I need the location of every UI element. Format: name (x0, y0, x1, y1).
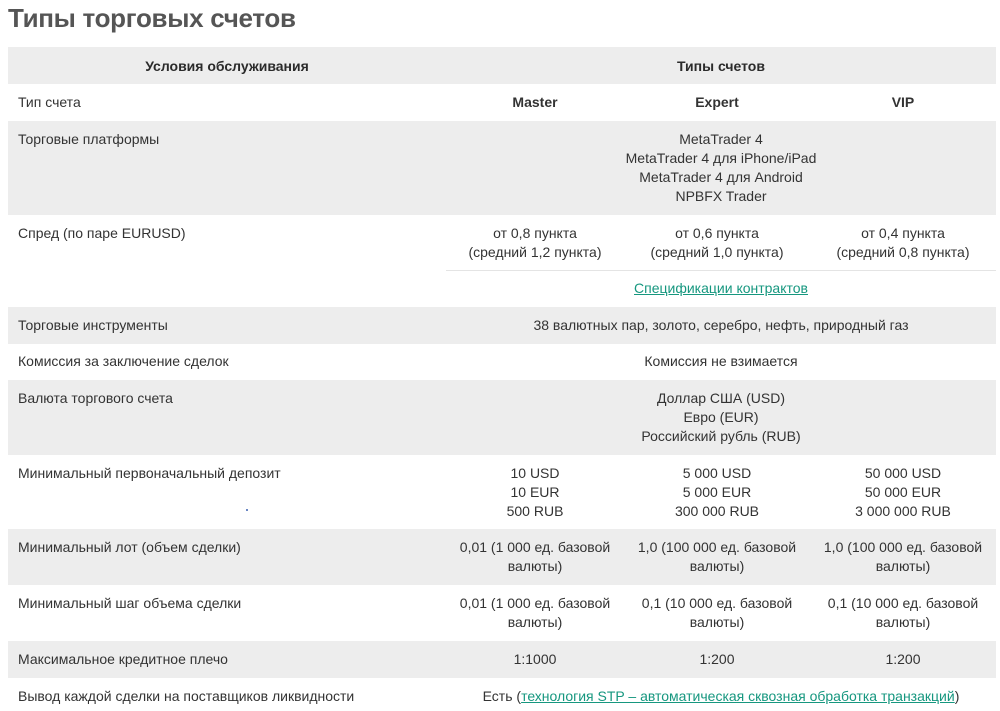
row-label: Торговые платформы (18, 131, 160, 147)
min-lot-expert: 1,0 (100 000 ед. базовой валюты) (637, 539, 797, 574)
table-row-execution (8, 678, 996, 711)
min-step-master: 0,01 (1 000 ед. базовой валюты) (459, 595, 611, 630)
header-service-conditions: Условия обслуживания (145, 58, 309, 74)
currency-item: Российский рубль (RUB) (641, 428, 801, 444)
row-label: Спред (по паре EURUSD) (18, 225, 186, 241)
row-label: Торговые инструменты (18, 317, 168, 333)
platform-item: MetaTrader 4 для Android (639, 169, 803, 185)
row-label: Валюта торгового счета (18, 390, 173, 406)
row-label: Минимальный шаг объема сделки (18, 595, 242, 611)
account-expert: Expert (695, 94, 739, 110)
table-row-min-lot (8, 529, 996, 585)
min-lot-master: 0,01 (1 000 ед. базовой валюты) (459, 539, 611, 574)
contract-specifications-link[interactable]: Спецификации контрактов (634, 280, 808, 296)
spread-expert: от 0,6 пункта (средний 1,0 пункта) (650, 225, 784, 260)
leverage-expert: 1:200 (699, 651, 735, 667)
min-step-vip: 0,1 (10 000 ед. базовой валюты) (827, 595, 979, 630)
table-row-currency (8, 380, 996, 455)
account-vip: VIP (891, 94, 915, 110)
stp-technology-link[interactable]: технология STP – автоматическая сквозная обработка транзакций (521, 688, 955, 704)
table-row-instruments (8, 307, 996, 344)
instruments-value: 38 валютных пар, золото, серебро, нефть, природный газ (533, 317, 909, 333)
min-deposit-vip: 50 000 USD 50 000 EUR 3 000 000 RUB (855, 465, 951, 519)
decorative-dot (246, 509, 248, 511)
spread-divider (446, 270, 996, 271)
leverage-vip: 1:200 (885, 651, 921, 667)
min-deposit-expert: 5 000 USD 5 000 EUR 300 000 RUB (674, 465, 760, 519)
platform-item: MetaTrader 4 для iPhone/iPad (625, 150, 817, 166)
platform-item: NPBFX Trader (675, 188, 767, 204)
table-row-commission (8, 344, 996, 380)
row-label: Комиссия за заключение сделок (18, 353, 229, 369)
spread-master: от 0,8 пункта (средний 1,2 пункта) (468, 225, 602, 260)
table-header-row (8, 47, 996, 84)
execution-value (446, 687, 996, 706)
table-row-leverage (8, 641, 996, 678)
table-row-spread (8, 215, 996, 307)
min-step-expert: 0,1 (10 000 ед. базовой валюты) (641, 595, 793, 630)
min-lot-vip: 1,0 (100 000 ед. базовой валюты) (823, 539, 983, 574)
spec-link-cell (446, 279, 996, 298)
platforms-list (446, 130, 996, 206)
currency-item: Евро (EUR) (683, 409, 759, 425)
execution-prefix: Есть ( (482, 688, 522, 704)
row-label: Максимальное кредитное плечо (18, 651, 228, 667)
commission-value: Комиссия не взимается (644, 353, 798, 369)
table-row-min-step (8, 585, 996, 641)
header-account-types: Типы счетов (677, 58, 765, 74)
row-label: Вывод каждой сделки на поставщиков ликвидности (18, 688, 355, 704)
currency-item: Доллар США (USD) (657, 390, 785, 406)
row-label: Минимальный лот (объем сделки) (18, 539, 241, 555)
platform-item: MetaTrader 4 (679, 131, 763, 147)
row-label: Минимальный первоначальный депозит (18, 465, 281, 481)
table-row-platforms (8, 121, 996, 215)
row-label: Тип счета (18, 94, 81, 110)
table-row-min-deposit (8, 455, 996, 529)
page-title: Типы торговых счетов (8, 3, 296, 33)
leverage-master: 1:1000 (513, 651, 557, 667)
account-master: Master (512, 94, 558, 110)
min-deposit-master: 10 USD 10 EUR 500 RUB (506, 465, 564, 519)
currency-list (446, 389, 996, 446)
execution-suffix: ) (954, 688, 960, 704)
table-row-account-type (8, 84, 996, 121)
spread-vip: от 0,4 пункта (средний 0,8 пункта) (836, 225, 970, 260)
